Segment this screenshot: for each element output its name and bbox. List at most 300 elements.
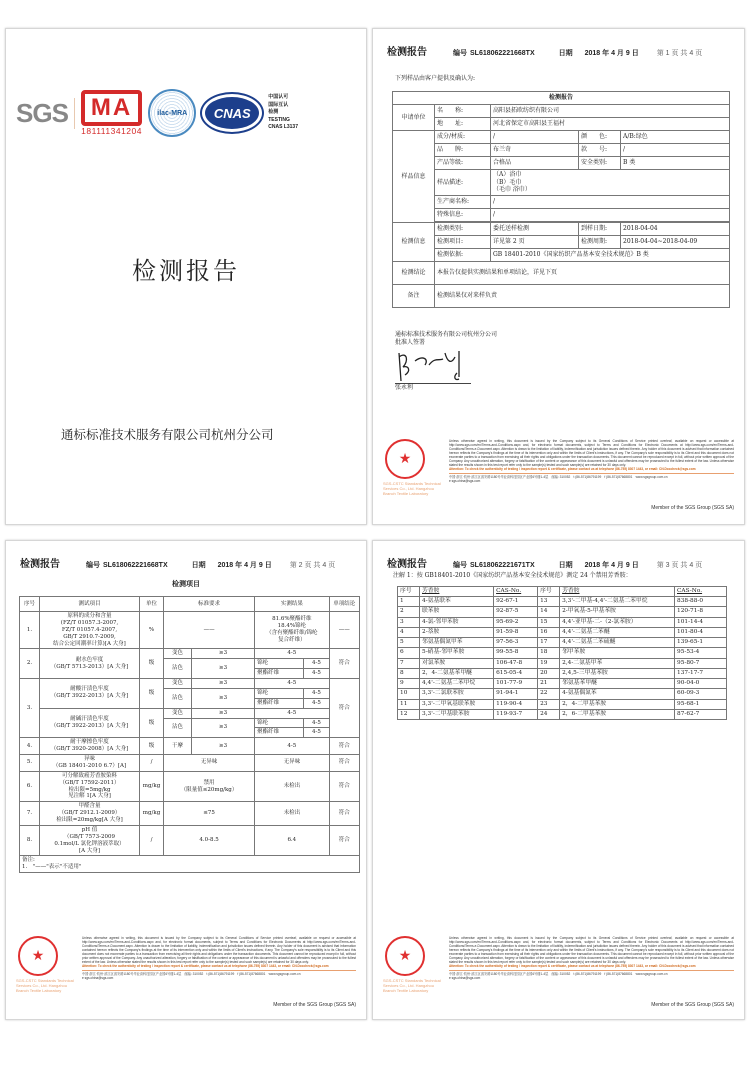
test-item: 异味 （GB 18401-2010 6.7）[A] — [40, 755, 140, 772]
attention-text: Attention: To check the authenticity of testing / inspection report & certificate, please contact us at telephone (86-755) 8307 1443, or email: CN.Doccheck@sgs.com — [449, 964, 696, 968]
amine-name: 2,4,5-三甲基苯胺 — [560, 668, 675, 678]
field-label: 检测类别: — [435, 222, 491, 235]
table-row — [20, 738, 360, 755]
intro-text: 下列样品由客户提供及确认为: — [395, 75, 476, 82]
sample-section: 样品信息 — [393, 131, 435, 223]
row-no: 21 — [538, 679, 560, 689]
table-row — [20, 679, 360, 689]
number-label: 编号 — [86, 562, 100, 569]
test-basis: GB 18401-2010《国家纺织产品基本安全技术规范》B 类 — [491, 248, 730, 261]
conclusion: 符合 — [329, 755, 359, 772]
disclaimer-text: Unless otherwise agreed in writing, this document is issued by the Company subject to its General Conditions of Service printed overleaf, available on request or accessible at http://www.sgs.com/en/Terms-and-Conditions.aspx and, for electronic format documents, subject to Terms and Conditions for Electronic Documents at http://www.sgs.com/en/Terms-and-Conditions/Terms-e-Document.aspx. Attention is drawn to the limitation of liability, indemnification and jurisdiction issues defined therein. Any holder of this document is advised that information contained hereon reflects the Company's findings at the time of its intervention only and within the limits of Client's instructions, if any. The Company's sole responsibility is to its Client and this document does not exonerate parties to a transaction from exercising all their rights and obligations under the transaction documents. This document cannot be reproduced except in full, without prior written approval of the Company. Any unauthorized alteration, forgery or falsification of the content or appearance of this document is unlawful and offenders may be prosecuted to the fullest extent of the law. Unless otherwise stated the results shown in this test report refer only to the sample(s) tested and such sample(s) are retained for 30 days only. — [82, 936, 356, 964]
accreditation-logos — [16, 89, 298, 137]
amine-name: 4-氨基偶氮苯 — [560, 689, 675, 699]
row-no: 14 — [538, 607, 560, 617]
attention-text: Attention: To check the authenticity of testing / inspection report & certificate, please contact us at telephone (86-755) 8307 1443, or email: CN.Doccheck@sgs.com — [82, 964, 329, 968]
col-header: CAS-No. — [675, 587, 727, 597]
amine-name: 4-氨基联苯 — [420, 597, 494, 607]
desc-line: （B）毛巾 — [493, 178, 522, 186]
report-number: SL618062221668TX — [103, 562, 168, 569]
amine-name: 联苯胺 — [420, 607, 494, 617]
sample-info-table — [392, 91, 730, 308]
disclaimer — [449, 439, 734, 483]
remark-value: 检测结果仅对来样负责 — [435, 284, 730, 307]
cnas-text — [268, 94, 298, 132]
sgs-logo: SGS — [16, 98, 75, 129]
composition-value: / — [491, 131, 579, 144]
ilac-mra-logo: ilac-MRA — [148, 89, 196, 137]
disclaimer — [82, 936, 356, 980]
requirement: ≤75 — [164, 802, 255, 826]
result: 4-5 — [255, 679, 329, 689]
unit: mg/kg — [140, 802, 164, 826]
sub-item: 沾色 — [164, 688, 192, 708]
table-row — [20, 802, 360, 826]
star-seal-icon: ★ — [18, 936, 58, 976]
conclusion: 符合 — [329, 825, 359, 856]
field-label: 检测依据: — [435, 248, 491, 261]
table-row — [398, 617, 727, 627]
row-no: 4. — [20, 738, 40, 755]
requirement: ≥3 — [192, 649, 255, 659]
requirement: 无异味 — [164, 755, 255, 772]
amine-name: 3,3'-二甲氧基联苯胺 — [420, 699, 494, 709]
cma-mark: MA — [81, 90, 142, 126]
sign-company: 通标标准技术服务有限公司杭州分公司 — [395, 331, 498, 338]
header-title: 检测报告 — [20, 559, 60, 570]
star-seal-icon: ★ — [385, 439, 425, 479]
unit: % — [140, 612, 164, 649]
fiber: 聚酯纤维 — [255, 728, 304, 738]
amine-note: 注解 1：按 GB18401-2010《国家纺织产品基本安全技术规范》测定 24 个禁用芳香胺： — [393, 572, 632, 579]
cas-number: 97-56-3 — [494, 638, 538, 648]
signature-icon — [395, 347, 475, 383]
table-row — [398, 638, 727, 648]
page-footer — [385, 439, 734, 511]
row-no: 6 — [398, 648, 420, 658]
report-date: 2018 年 4 月 9 日 — [217, 562, 272, 569]
field-label: 特殊信息: — [435, 208, 491, 221]
result: 4-5 — [304, 659, 329, 669]
col-header: 芳香胺 — [420, 587, 494, 597]
cas-number: 95-69-2 — [494, 617, 538, 627]
result: 4-5 — [255, 708, 329, 718]
cas-number: 92-67-1 — [494, 597, 538, 607]
member-text: Member of the SGS Group (SGS SA) — [273, 1002, 356, 1008]
amine-name: 2，6-二甲基苯胺 — [560, 709, 675, 719]
date-label: 日期 — [558, 562, 573, 569]
field-label: 检测项目: — [435, 235, 491, 248]
fiber: 聚酯纤维 — [255, 669, 304, 679]
table-row — [398, 689, 727, 699]
cas-number: 838-88-0 — [675, 597, 727, 607]
header-title: 检测报告 — [387, 559, 427, 570]
report-date: 2018 年 4 月 9 日 — [584, 562, 639, 569]
cas-number: 615-05-4 — [494, 668, 538, 678]
table-row — [398, 709, 727, 719]
cas-number: 101-77-9 — [494, 679, 538, 689]
seal-label: SGS-CSTC Standards Technical Services Co., Ltd. Hangzhou Branch Textile Laboratory — [383, 978, 441, 994]
row-no: 12 — [398, 709, 420, 719]
color-value: A/B:绿色 — [621, 131, 730, 144]
sub-item: 沾色 — [164, 659, 192, 679]
report-number: SL618062221671TX — [470, 562, 535, 569]
amine-name: 3,3'-二氯联苯胺 — [420, 689, 494, 699]
field-label: 品 牌: — [435, 144, 491, 157]
table-row — [20, 612, 360, 649]
col-header: 实测结果 — [255, 597, 329, 612]
page-footer — [385, 936, 734, 1008]
field-label: 地 址: — [435, 118, 491, 131]
report-date: 2018 年 4 月 9 日 — [584, 50, 639, 57]
table-row — [398, 607, 727, 617]
cma-number: 181111341204 — [81, 126, 142, 136]
col-header: 测试项目 — [40, 597, 140, 612]
test-item: 耐干摩擦色牢度 （GB/T 3920-2008）[A 大身] — [40, 738, 140, 755]
date-label: 日期 — [558, 50, 573, 57]
table-row — [398, 627, 727, 637]
number-label: 编号 — [453, 50, 467, 57]
result: 4-5 — [304, 718, 329, 728]
cnas-logo: CNAS — [202, 94, 262, 132]
test-items-table — [19, 596, 360, 873]
conclusion-value: 本报告仅提供实测结果和单项结论，详见下页 — [435, 261, 730, 284]
row-no: 8 — [398, 668, 420, 678]
unit: / — [140, 755, 164, 772]
maker-value: / — [491, 195, 730, 208]
cas-number: 87-62-7 — [675, 709, 727, 719]
cas-number: 101-14-4 — [675, 617, 727, 627]
applicant-address: 河北省保定市高阳县王福村 — [491, 118, 730, 131]
cover-page — [5, 28, 367, 525]
col-header: 标准要求 — [164, 597, 255, 612]
row-no: 20 — [538, 668, 560, 678]
conclusion-label: 检测结论 — [393, 261, 435, 284]
test-item: 耐水色牢度 （GB/T 5713-2013）[A 大身] — [40, 649, 140, 679]
disclaimer-text: Unless otherwise agreed in writing, this document is issued by the Company subject to its General Conditions of Service printed overleaf, available on request or accessible at http://www.sgs.com/en/Terms-and-Conditions.aspx and, for electronic format documents, subject to Terms and Conditions for Electronic Documents at http://www.sgs.com/en/Terms-and-Conditions/Terms-e-Document.aspx. Attention is drawn to the limitation of liability, indemnification and jurisdiction issues defined therein. Any holder of this document is advised that information contained hereon reflects the Company's findings at the time of its intervention only and within the limits of Client's instructions, if any. The Company's sole responsibility is to its Client and this document does not exonerate parties to a transaction from exercising all their rights and obligations under the transaction documents. This document cannot be reproduced except in full, without prior written approval of the Company. Any unauthorized alteration, forgery or falsification of the content or appearance of this document is unlawful and offenders may be prosecuted to the fullest extent of the law. Unless otherwise stated the results shown in this test report refer only to the sample(s) tested and such sample(s) are retained for 30 days only. — [449, 936, 734, 964]
safety-value: B 类 — [621, 157, 730, 170]
address-line: 中国·浙江·杭州·滨江区滨安路1180号华业高科技园区产业园6号楼1-4层 邮编: 310052 t (86-571)86791199 f (86-571)87668801 www.sgsgroup.com.cn — [449, 970, 734, 976]
row-no: 23 — [538, 699, 560, 709]
cas-number: 139-65-1 — [675, 638, 727, 648]
field-label: 到样日期: — [579, 222, 621, 235]
test-item: 原料的成分和含量 (FZ/T 01057.3-2007, FZ/T 01057.4-2007, GB/T 2910.7-2009, 结合公定回潮率计算)[A 大身] — [40, 612, 140, 649]
amine-name: 3,3'-二甲基联苯胺 — [420, 709, 494, 719]
unit: 级 — [140, 649, 164, 679]
result: 81.6%聚酯纤维 18.4%锦纶 （含有聚酯纤维/锦纶 复合纤维） — [255, 612, 329, 649]
page-header — [20, 555, 356, 570]
fiber: 锦纶 — [255, 688, 304, 698]
field-label: 生产商名称: — [435, 195, 491, 208]
result: 6.4 — [255, 825, 329, 856]
conclusion: 符合 — [329, 679, 359, 738]
table-row — [398, 658, 727, 668]
cnas-line: CNAS L3137 — [268, 124, 298, 131]
col-header: 序号 — [398, 587, 420, 597]
grade-value: 合格品 — [491, 157, 579, 170]
requirement: ≥3 — [192, 718, 255, 738]
table-row — [20, 825, 360, 856]
result: 4-5 — [304, 728, 329, 738]
cnas-line: 中国认可 — [268, 94, 289, 101]
table-note: 备注: 1. "——"表示"不适用" — [20, 856, 360, 873]
field-label: 产品等级: — [435, 157, 491, 170]
page-number: 第 2 页 共 4 页 — [289, 562, 336, 569]
page-header — [387, 43, 734, 58]
col-header: 序号 — [20, 597, 40, 612]
member-text: Member of the SGS Group (SGS SA) — [651, 1002, 734, 1008]
requirement: —— — [164, 612, 255, 649]
disclaimer — [449, 936, 734, 980]
row-no: 5. — [20, 755, 40, 772]
remark-label: 备注 — [393, 284, 435, 307]
cas-number: 91-94-1 — [494, 689, 538, 699]
unit: 级 — [140, 679, 164, 709]
report-page-2 — [5, 540, 367, 1020]
amine-name: 3,3'-二甲基-4,4'-二氨基二苯甲烷 — [560, 597, 675, 607]
table-row — [20, 649, 360, 659]
star-seal-icon: ★ — [385, 936, 425, 976]
signer-name: 张永利 — [395, 384, 414, 392]
header-title: 检测报告 — [387, 47, 427, 58]
row-no: 9 — [398, 679, 420, 689]
address-line: e sgs.china@sgs.com — [449, 479, 481, 483]
address-line: 中国·浙江·杭州·滨江区滨安路1180号华业高科技园区产业园6号楼1-4层 邮编: 310052 t (86-571)86791199 f (86-571)87668801 www.sgsgroup.com.cn — [449, 473, 734, 479]
field-label: 款 号: — [579, 144, 621, 157]
table-row — [398, 597, 727, 607]
cas-number: 119-93-7 — [494, 709, 538, 719]
row-no: 2. — [20, 649, 40, 679]
row-no: 3. — [20, 679, 40, 738]
unit: 级 — [140, 738, 164, 755]
arrive-date: 2018-04-04 — [621, 222, 730, 235]
result: 无异味 — [255, 755, 329, 772]
attention-text: Attention: To check the authenticity of testing / inspection report & certificate, please contact us at telephone (86-755) 8307 1443, or email: CN.Doccheck@sgs.com — [449, 467, 696, 471]
applicant-section: 申请单位 — [393, 105, 435, 131]
sub-item: 沾色 — [164, 718, 192, 738]
cma-logo — [81, 90, 142, 136]
requirement: ≥3 — [192, 688, 255, 708]
page-number: 第 1 页 共 4 页 — [656, 50, 703, 57]
report-page-1 — [372, 28, 745, 525]
amine-table — [397, 586, 727, 720]
field-label: 颜 色: — [579, 131, 621, 144]
test-item: 耐酸汗渍色牢度 （GB/T 3922-2013）[A 大身] — [40, 679, 140, 709]
conclusion: 符合 — [329, 738, 359, 755]
requirement: 4.0-8.5 — [164, 825, 255, 856]
conclusion: —— — [329, 612, 359, 649]
requirement: ≥3 — [192, 659, 255, 679]
requirement: ≥3 — [192, 679, 255, 689]
date-label: 日期 — [191, 562, 206, 569]
amine-name: 4,4'-二氨基二苯甲烷 — [420, 679, 494, 689]
row-no: 1. — [20, 612, 40, 649]
cas-number: 99-55-8 — [494, 648, 538, 658]
cover-title: 检测报告 — [132, 257, 240, 285]
requirement: ≥3 — [192, 708, 255, 718]
col-header: 芳香胺 — [560, 587, 675, 597]
fiber: 锦纶 — [255, 718, 304, 728]
fiber: 聚酯纤维 — [255, 698, 304, 708]
desc-line: （A）浴巾 — [493, 171, 522, 178]
sample-description — [491, 170, 730, 196]
amine-name: 4,4'-二氨基二苯硫醚 — [560, 638, 675, 648]
amine-name: 2,4-二氨基甲苯 — [560, 658, 675, 668]
amine-name: 2-萘胺 — [420, 627, 494, 637]
amine-name: 邻甲苯胺 — [560, 648, 675, 658]
result: 未检出 — [255, 802, 329, 826]
cas-number: 119-90-4 — [494, 699, 538, 709]
cas-number: 92-87-5 — [494, 607, 538, 617]
result: 4-5 — [304, 698, 329, 708]
address-line: 中国·浙江·杭州·滨江区滨安路1180号华业高科技园区产业园6号楼1-4层 邮编: 310052 t (86-571)86791199 f (86-571)87668801 www.sgsgroup.com.cn — [82, 970, 356, 976]
disclaimer-text: Unless otherwise agreed in writing, this document is issued by the Company subject to its General Conditions of Service printed overleaf, available on request or accessible at http://www.sgs.com/en/Terms-and-Conditions.aspx and, for electronic format documents, subject to Terms and Conditions for Electronic Documents at http://www.sgs.com/en/Terms-and-Conditions/Terms-e-Document.aspx. Attention is drawn to the limitation of liability, indemnification and jurisdiction issues defined therein. Any holder of this document is advised that information contained hereon reflects the Company's findings at the time of its intervention only and within the limits of Client's instructions, if any. The Company's sole responsibility is to its Client and this document does not exonerate parties to a transaction from exercising all their rights and obligations under the transaction documents. This document cannot be reproduced except in full, without prior written approval of the Company. Any unauthorized alteration, forgery or falsification of the content or appearance of this document is unlawful and offenders may be prosecuted to the fullest extent of the law. Unless otherwise stated the results shown in this test report refer only to the sample(s) tested and such sample(s) are retained for 30 days only. — [449, 439, 734, 467]
row-no: 3 — [398, 617, 420, 627]
table-title: 检测报告 — [393, 92, 730, 105]
unit: 级 — [140, 708, 164, 738]
row-no: 11 — [398, 699, 420, 709]
cas-number: 120-71-8 — [675, 607, 727, 617]
sub-item: 干摩 — [164, 738, 192, 755]
cover-company: 通标标准技术服务有限公司杭州分公司 — [61, 427, 274, 442]
test-item: 甲醛含量 （GB/T 2912.1-2009） 检出限=20mg/kg[A 大身] — [40, 802, 140, 826]
test-section: 检测信息 — [393, 222, 435, 261]
row-no: 24 — [538, 709, 560, 719]
field-label: 成分/材质: — [435, 131, 491, 144]
test-type: 委托送样检测 — [491, 222, 579, 235]
report-number: SL618062221668TX — [470, 50, 535, 57]
requirement: ≥3 — [192, 738, 255, 755]
test-period: 2018-04-04~2018-04-09 — [621, 235, 730, 248]
row-no: 19 — [538, 658, 560, 668]
amine-name: 邻氨基苯甲醚 — [560, 679, 675, 689]
amine-name: 2-甲氧基-5-甲基苯胺 — [560, 607, 675, 617]
field-label: 样品描述: — [435, 170, 491, 196]
result: 4-5 — [255, 738, 329, 755]
row-no: 7 — [398, 658, 420, 668]
cnas-line: 检测 — [268, 109, 279, 116]
test-item: 可分解致癌芳香胺染料 （GB/T 17592-2011） 检出限=5mg/kg 见注解 1[A 大身] — [40, 771, 140, 802]
seal-label: SGS-CSTC Standards Technical Services Co., Ltd. Hangzhou Branch Textile Laboratory — [16, 978, 74, 994]
seal-label: SGS-CSTC Standards Technical Services Co., Ltd. Hangzhou Branch Textile Laboratory — [383, 481, 441, 497]
requirement: 禁用 （限量值≤20mg/kg） — [164, 771, 255, 802]
amine-name: 2，4-二氨基苯甲醚 — [420, 668, 494, 678]
table-title: 检测项目 — [172, 579, 200, 588]
amine-name: 对氯苯胺 — [420, 658, 494, 668]
col-header: 序号 — [538, 587, 560, 597]
table-row — [398, 668, 727, 678]
address-line: e sgs.china@sgs.com — [82, 976, 114, 980]
style-value: / — [621, 144, 730, 157]
cas-number: 106-47-8 — [494, 658, 538, 668]
cas-number: 95-80-7 — [675, 658, 727, 668]
signature-block — [395, 331, 497, 392]
cas-number: 91-59-8 — [494, 627, 538, 637]
row-no: 8. — [20, 825, 40, 856]
sign-label: 批准人签署 — [395, 338, 426, 346]
amine-name: 2，4-二甲基苯胺 — [560, 699, 675, 709]
field-label: 安全类别: — [579, 157, 621, 170]
applicant-name: 高阳县拓欧纺织有限公司 — [491, 105, 730, 118]
report-page-3 — [372, 540, 745, 1020]
row-no: 16 — [538, 627, 560, 637]
desc-line: （毛巾 浴巾） — [493, 186, 531, 193]
amine-name: 4,4'-二氨基二苯醚 — [560, 627, 675, 637]
table-row — [20, 755, 360, 772]
cas-number: 137-17-7 — [675, 668, 727, 678]
table-row — [20, 771, 360, 802]
brand-value: 布兰奇 — [491, 144, 579, 157]
cas-number: 101-80-4 — [675, 627, 727, 637]
row-no: 15 — [538, 617, 560, 627]
row-no: 2 — [398, 607, 420, 617]
test-items: 详见第 2 页 — [491, 235, 579, 248]
row-no: 6. — [20, 771, 40, 802]
sub-item: 变色 — [164, 649, 192, 659]
conclusion: 符合 — [329, 649, 359, 679]
fiber: 锦纶 — [255, 659, 304, 669]
cas-number: 95-68-1 — [675, 699, 727, 709]
page-number: 第 3 页 共 4 页 — [656, 562, 703, 569]
row-no: 13 — [538, 597, 560, 607]
cas-number: 90-04-0 — [675, 679, 727, 689]
unit: / — [140, 825, 164, 856]
result: 4-5 — [304, 669, 329, 679]
table-row — [398, 699, 727, 709]
amine-name: 邻氨基偶氮甲苯 — [420, 638, 494, 648]
sub-item: 变色 — [164, 708, 192, 718]
row-no: 10 — [398, 689, 420, 699]
col-header: CAS-No. — [494, 587, 538, 597]
result: 未检出 — [255, 771, 329, 802]
row-no: 18 — [538, 648, 560, 658]
result: 4-5 — [255, 649, 329, 659]
page-footer — [18, 936, 356, 1008]
cas-number: 95-53-4 — [675, 648, 727, 658]
conclusion: 符合 — [329, 802, 359, 826]
row-no: 22 — [538, 689, 560, 699]
cnas-line: TESTING — [268, 116, 290, 123]
cas-number: 60-09-3 — [675, 689, 727, 699]
amine-name: 4-氯-邻甲苯胺 — [420, 617, 494, 627]
row-no: 7. — [20, 802, 40, 826]
test-item: pH 值 （GB/T 7573-2009 0.1mol/L 氯化钾溶液萃取） [A 大身] — [40, 825, 140, 856]
number-label: 编号 — [453, 562, 467, 569]
table-row — [398, 648, 727, 658]
row-no: 4 — [398, 627, 420, 637]
col-header: 单位 — [140, 597, 164, 612]
amine-name: 5-硝基-邻甲苯胺 — [420, 648, 494, 658]
table-row — [398, 679, 727, 689]
sub-item: 变色 — [164, 679, 192, 689]
test-item: 耐碱汗渍色牢度 （GB/T 3922-2013）[A 大身] — [40, 708, 140, 738]
cnas-line: 国际互认 — [268, 101, 289, 108]
field-label: 名 称: — [435, 105, 491, 118]
row-no: 5 — [398, 638, 420, 648]
result: 4-5 — [304, 688, 329, 698]
col-header: 单项结论 — [329, 597, 359, 612]
row-no: 17 — [538, 638, 560, 648]
page-header — [387, 555, 734, 570]
member-text: Member of the SGS Group (SGS SA) — [651, 505, 734, 511]
field-label: 检测周期: — [579, 235, 621, 248]
conclusion: 符合 — [329, 771, 359, 802]
amine-name: 4,4'-亚甲基-二-（2-氯苯胺） — [560, 617, 675, 627]
special-value: / — [491, 208, 730, 221]
address-line: e sgs.china@sgs.com — [449, 976, 481, 980]
unit: mg/kg — [140, 771, 164, 802]
row-no: 1 — [398, 597, 420, 607]
